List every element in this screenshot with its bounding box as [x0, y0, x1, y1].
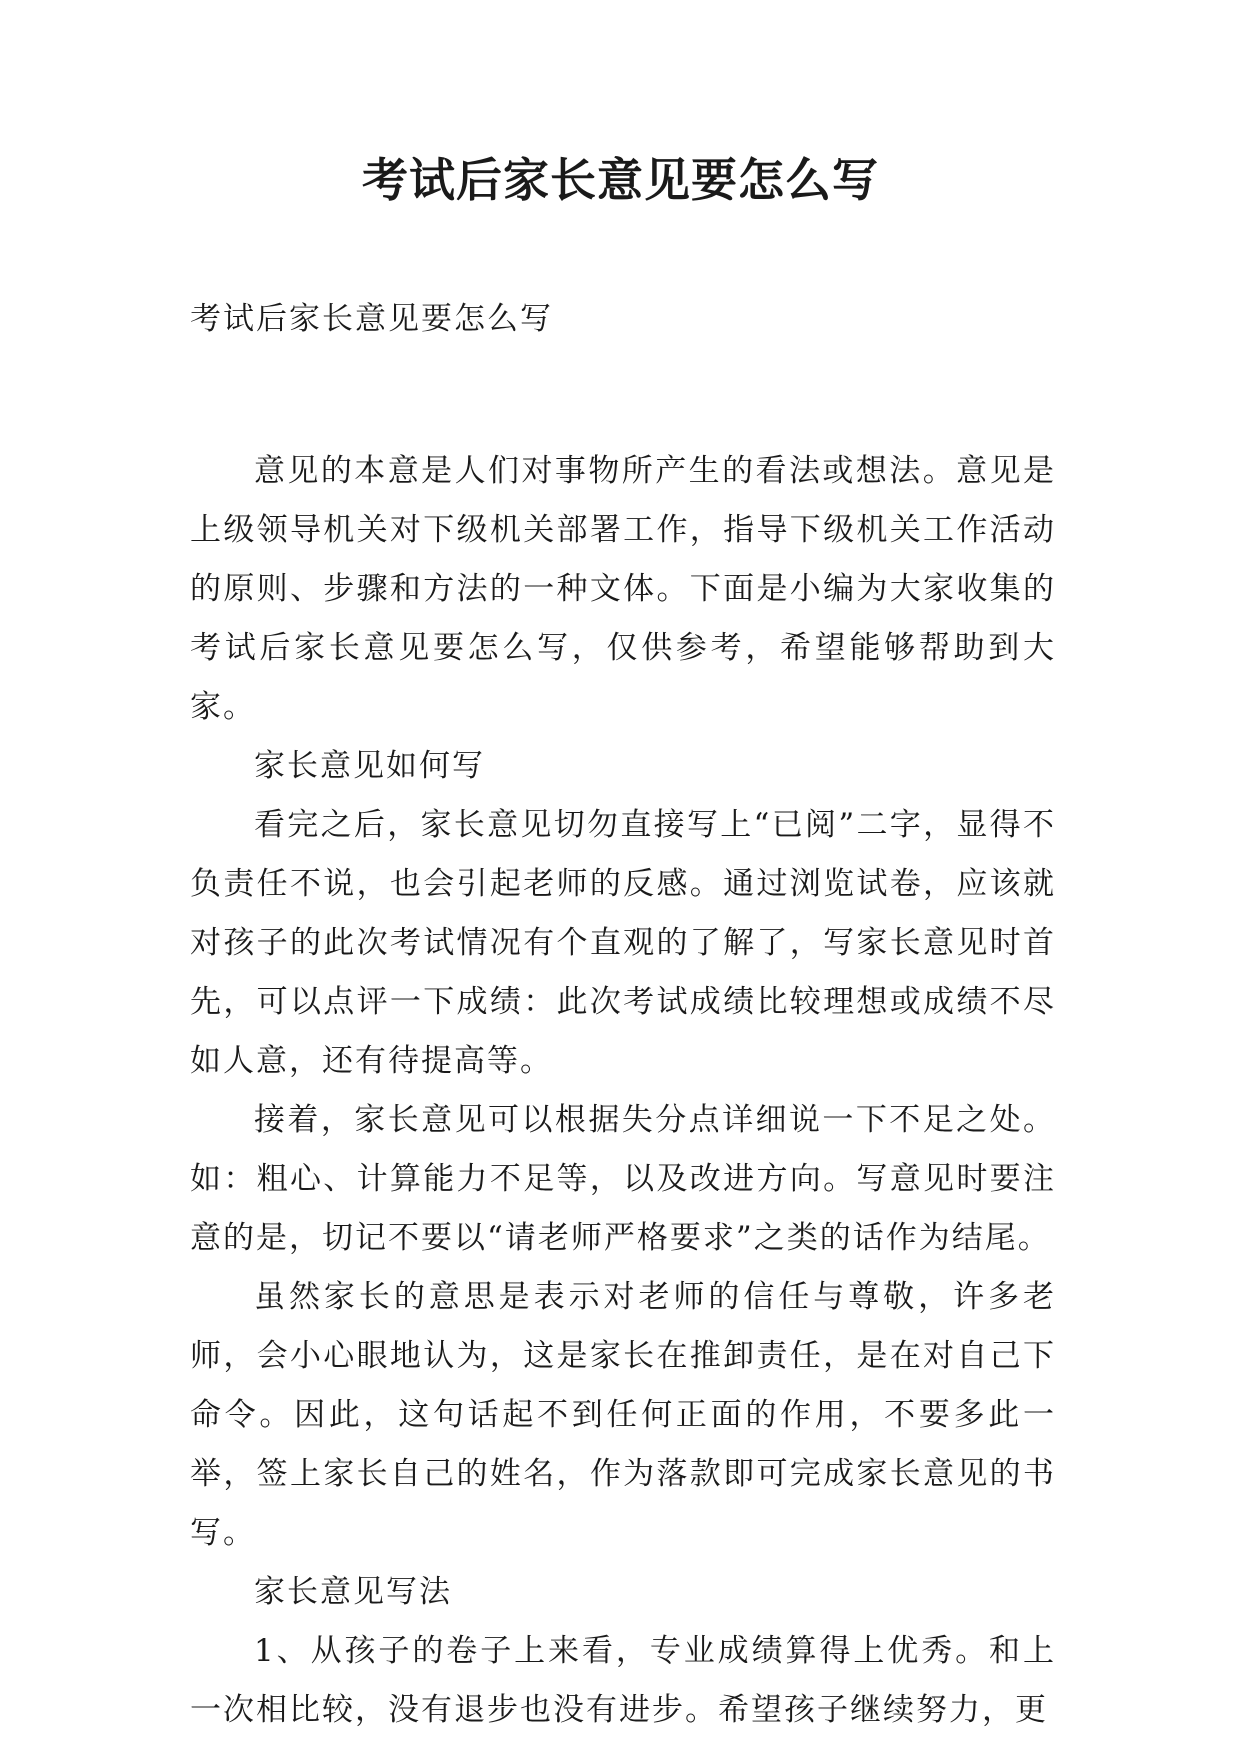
paragraph: 接着，家长意见可以根据失分点详细说一下不足之处。如：粗心、计算能力不足等，以及改进方向。写意见时要注意的是，切记不要以“请老师严格要求”之类的话作为结尾。 — [190, 1102, 1056, 1256]
document-subtitle: 考试后家长意见要怎么写 — [190, 301, 553, 337]
section-heading-how-to-write: 家长意见如何写 — [254, 748, 485, 784]
document-body — [190, 290, 1056, 1740]
paragraph: 1、从孩子的卷子上来看，专业成绩算得上优秀。和上一次相比较，没有退步也没有进步。希望孩子继续努力，更 — [190, 1633, 1056, 1728]
section-heading-writing-method: 家长意见写法 — [254, 1574, 452, 1610]
document-title: 考试后家长意见要怎么写 — [362, 153, 879, 207]
paragraph: 看完之后，家长意见切勿直接写上“已阅”二字，显得不负责任不说，也会引起老师的反感。通过浏览试卷，应该就对孩子的此次考试情况有个直观的了解了，写家长意见时首先，可以点评一下成绩：此次考试成绩比较理想或成绩不尽如人意，还有待提高等。 — [190, 807, 1056, 1079]
paragraph-intro: 意见的本意是人们对事物所产生的看法或想法。意见是上级领导机关对下级机关部署工作，指导下级机关工作活动的原则、步骤和方法的一种文体。下面是小编为大家收集的考试后家长意见要怎么写，仅供参考，希望能够帮助到大家。 — [190, 453, 1056, 725]
paragraph: 虽然家长的意思是表示对老师的信任与尊敬，许多老师，会小心眼地认为，这是家长在推卸责任，是在对自己下命令。因此，这句话起不到任何正面的作用，不要多此一举，签上家长自己的姓名，作为落款即可完成家长意见的书写。 — [190, 1279, 1056, 1551]
